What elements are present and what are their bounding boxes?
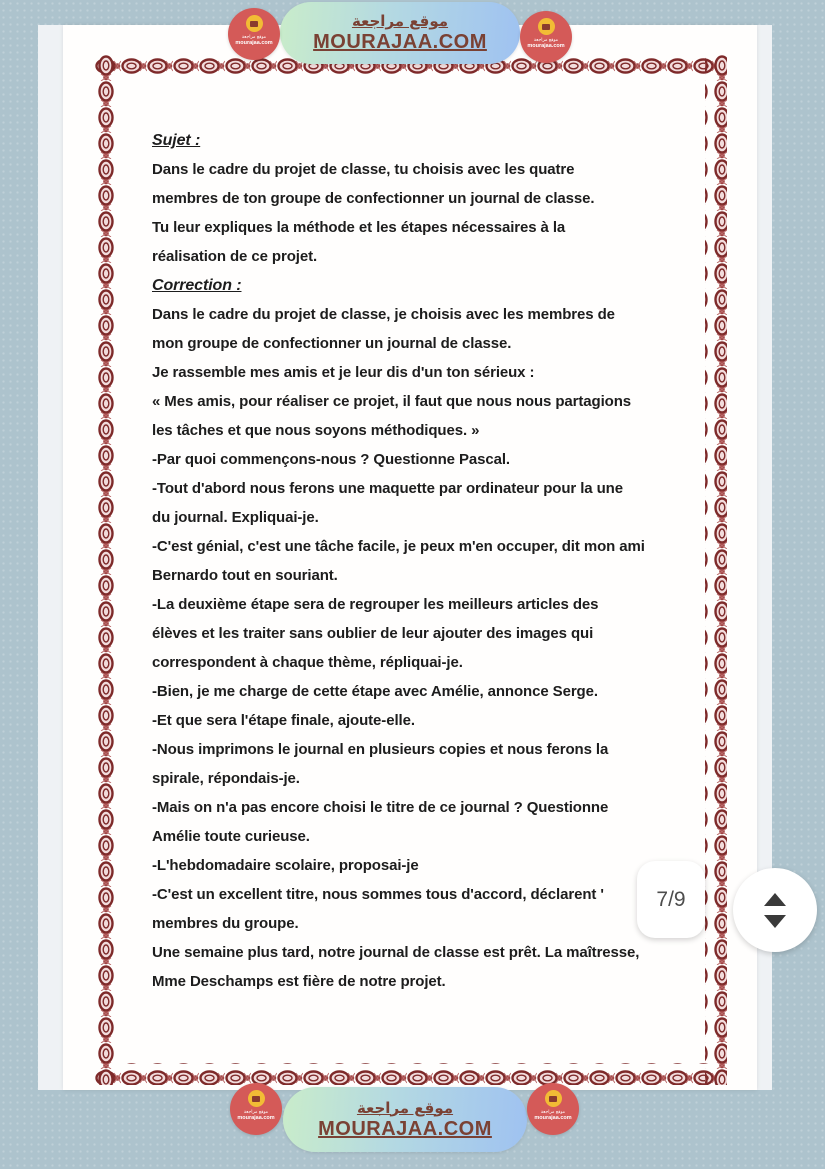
text-line: Sujet :: [152, 132, 201, 149]
text-line: élèves et les traiter sans oublier de leur ajouter des images qui: [152, 625, 594, 642]
logo-arabic-label: موقع مراجعة: [533, 38, 559, 43]
text-line: -La deuxième étape sera de regrouper les meilleurs articles des: [152, 596, 599, 613]
header-badge-site-label: MOURAJAA.COM: [313, 31, 487, 53]
text-line: -Et que sera l'étape finale, ajoute-elle.: [152, 712, 415, 729]
text-line: correspondent à chaque thème, répliquai-je.: [152, 654, 463, 671]
text-line: -C'est génial, c'est une tâche facile, je peux m'en occuper, dit mon ami: [152, 538, 645, 555]
text-line: Mme Deschamps est fière de notre projet.: [152, 973, 446, 990]
text-line: « Mes amis, pour réaliser ce projet, il faut que nous nous partagions: [152, 393, 632, 410]
text-line: Dans le cadre du projet de classe, tu choisis avec les quatre: [152, 161, 575, 178]
site-logo: [520, 11, 572, 63]
text-line: Bernardo tout en souriant.: [152, 567, 338, 584]
logo-domain-label: mourajaa.com: [527, 43, 565, 49]
logo-domain-label: mourajaa.com: [235, 40, 273, 46]
text-line: -Nous imprimons le journal en plusieurs copies et nous ferons la: [152, 741, 609, 758]
text-line: du journal. Expliquai-je.: [152, 509, 319, 526]
text-line: spirale, répondais-je.: [152, 770, 300, 787]
text-line: Amélie toute curieuse.: [152, 828, 310, 845]
header-site-badge: [280, 2, 520, 64]
text-line: -Par quoi commençons-nous ? Questionne Pascal.: [152, 451, 510, 468]
page-indicator: [637, 861, 705, 938]
text-line: réalisation de ce projet.: [152, 248, 318, 265]
logo-book-icon: [545, 1090, 562, 1107]
site-logo: [228, 8, 280, 60]
logo-arabic-label: موقع مراجعة: [243, 1110, 269, 1115]
footer-badge-arabic-label: موقع مراجعة: [356, 1098, 454, 1117]
logo-domain-label: mourajaa.com: [237, 1115, 275, 1121]
logo-book-icon: [538, 18, 555, 35]
page-indicator-label: 7/9: [656, 887, 686, 911]
text-line: -L'hebdomadaire scolaire, proposai-je: [152, 857, 419, 874]
site-logo: [527, 1083, 579, 1135]
logo-arabic-label: موقع مراجعة: [540, 1110, 566, 1115]
document-text: [152, 126, 697, 996]
scroll-down-arrow-icon[interactable]: [764, 915, 786, 928]
footer-badge-site-label: MOURAJAA.COM: [318, 1117, 492, 1140]
text-line: -Tout d'abord nous ferons une maquette par ordinateur pour la une: [152, 480, 623, 497]
fast-scroll-handle[interactable]: [733, 868, 817, 952]
text-line: -Mais on n'a pas encore choisi le titre de ce journal ? Questionne: [152, 799, 609, 816]
text-line: -C'est un excellent titre, nous sommes tous d'accord, déclarent ': [152, 886, 604, 903]
text-line: membres de ton groupe de confectionner un journal de classe.: [152, 190, 595, 207]
logo-book-icon: [246, 15, 263, 32]
scroll-up-arrow-icon[interactable]: [764, 893, 786, 906]
text-line: Dans le cadre du projet de classe, je choisis avec les membres de: [152, 306, 615, 323]
text-line: membres du groupe.: [152, 915, 299, 932]
header-badge-arabic-label: موقع مراجعة: [351, 12, 449, 30]
logo-book-icon: [248, 1090, 265, 1107]
logo-arabic-label: موقع مراجعة: [241, 35, 267, 40]
text-line: Correction :: [152, 277, 242, 294]
logo-domain-label: mourajaa.com: [534, 1115, 572, 1121]
text-line: Tu leur expliques la méthode et les étapes nécessaires à la: [152, 219, 566, 236]
text-line: les tâches et que nous soyons méthodiques. »: [152, 422, 480, 439]
text-line: -Bien, je me charge de cette étape avec Amélie, annonce Serge.: [152, 683, 598, 700]
text-line: Je rassemble mes amis et je leur dis d'un ton sérieux :: [152, 364, 535, 381]
site-logo: [230, 1083, 282, 1135]
text-line: mon groupe de confectionner un journal de classe.: [152, 335, 512, 352]
footer-site-badge: [283, 1087, 527, 1152]
text-line: Une semaine plus tard, notre journal de classe est prêt. La maîtresse,: [152, 944, 640, 961]
